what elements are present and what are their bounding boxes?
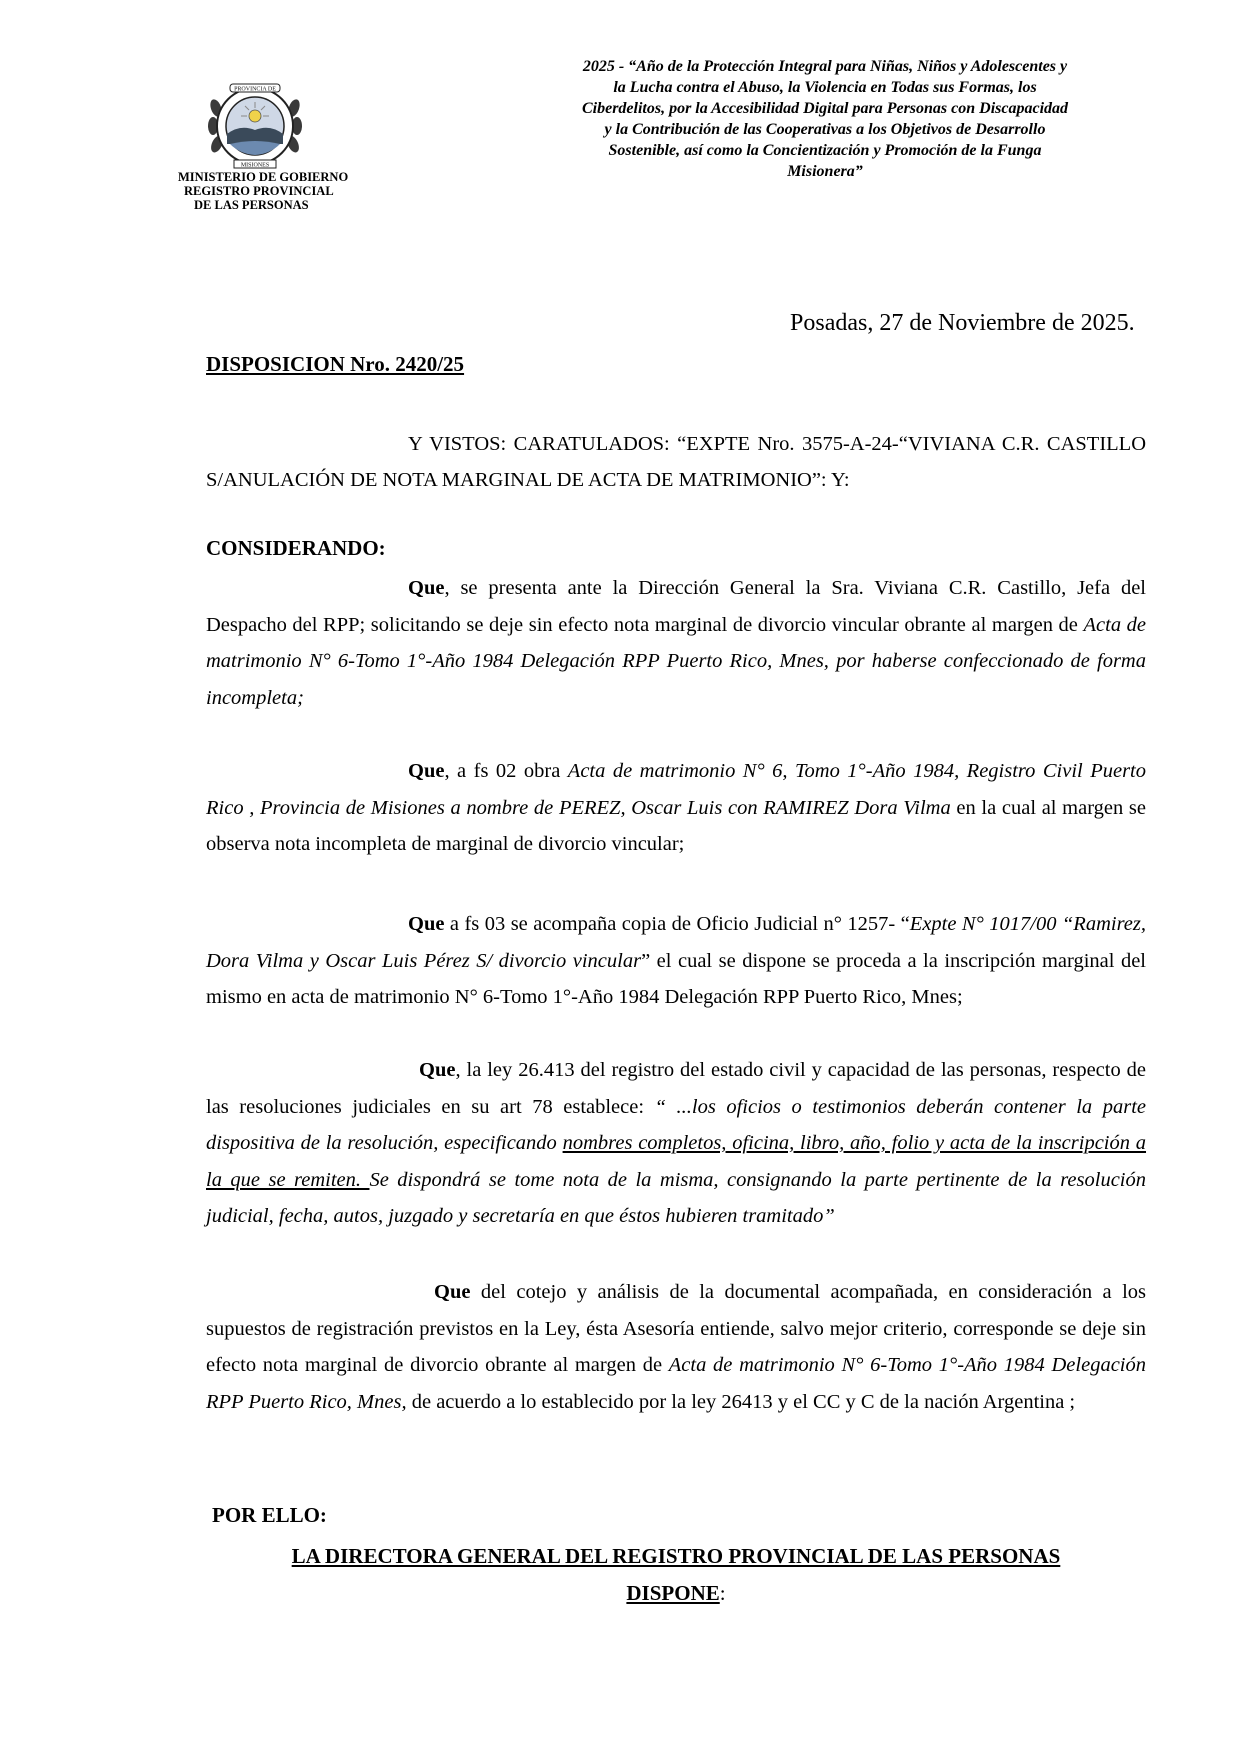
considerando-paragraph-1: [206, 570, 1146, 716]
considerando-paragraph-5: [206, 1274, 1146, 1420]
paragraph-lead: Que: [419, 1059, 456, 1081]
paragraph-italic: Acta de matrimonio N° 6, Tomo 1°-Año 1984, Registro Civil Puerto Rico , Provincia de Misiones a nombre de PEREZ, Oscar Luis con RAMIREZ Dora Vilma: [206, 760, 1146, 819]
directora-title: LA DIRECTORA GENERAL DEL REGISTRO PROVINCIAL DE LAS PERSONAS: [291, 1544, 1061, 1568]
paragraph-text-end: ” el cual se dispone se proceda a la inscripción marginal del mismo en acta de matrimonio N° 6-Tomo 1°-Año 1984 Delegación RPP Puerto Rico, Mnes;: [206, 949, 1146, 1008]
org-line: DE LAS PERSONAS: [194, 198, 309, 212]
document-date: Posadas, 27 de Noviembre de 2025.: [790, 310, 1135, 336]
paragraph-text-end: en la cual al margen se observa nota incompleta de marginal de divorcio vincular;: [206, 796, 1146, 855]
vistos-paragraph: Y VISTOS: CARATULADOS: “EXPTE Nro. 3575-A-24-“VIVIANA C.R. CASTILLO S/ANULACIÓN DE NOTA MARGINAL DE ACTA DE MATRIMONIO”: Y:: [206, 433, 1146, 491]
paragraph-lead: Que: [408, 577, 445, 599]
motto-line: y la Contribución de las Cooperativas a los Objetivos de Desarrollo: [604, 121, 1046, 138]
paragraph-italic: Expte N° 1017/00 “Ramirez, Dora Vilma y Oscar Luis Pérez S/ divorcio vincular: [206, 913, 1146, 972]
considerando-heading: CONSIDERANDO:: [206, 536, 386, 560]
paragraph-italic: Acta de matrimonio N° 6-Tomo 1°-Año 1984 Delegación RPP Puerto Rico, Mnes,: [206, 1354, 1146, 1413]
provincial-seal-icon: [208, 78, 302, 176]
law-quote-continued: Se dispondrá se tome nota de la misma, consignando la parte pertinente de la resolución judicial, fecha, autos, juzgado y secretaría en que éstos hubieren tramitado”: [206, 1168, 1146, 1227]
seal-text-bottom: MISIONES: [240, 162, 270, 169]
motto-line: Ciberdelitos, por la Accesibilidad Digital para Personas con Discapacidad: [581, 100, 1069, 117]
org-line: REGISTRO PROVINCIAL: [184, 184, 334, 198]
org-line: MINISTERIO DE GOBIERNO: [178, 170, 349, 184]
seal-text-top: PROVINCIA DE: [234, 86, 276, 93]
paragraph-lead: Que: [408, 913, 445, 935]
paragraph-lead: Que: [408, 760, 445, 782]
paragraph-text: del cotejo y análisis de la documental acompañada, en consideración a los supuestos de registración previstos en la Ley, ésta Asesoría entiende, salvo mejor criterio, corresponde se deje sin efecto nota marginal de divorcio obrante al margen de: [206, 1281, 1146, 1376]
dispone-line: [206, 1575, 1146, 1612]
law-quote-underlined: nombres completos, oficina, libro, año, folio y acta de la inscripción a la que se remiten.: [206, 1132, 1147, 1191]
paragraph-text: , la ley 26.413 del registro del estado civil y capacidad de las personas, respecto de las resoluciones judiciales en su art 78 establece:: [206, 1059, 1146, 1118]
disposition-title: DISPOSICION Nro. 2420/25: [206, 352, 465, 376]
paragraph-text: , se presenta ante la Dirección General la Sra. Viviana C.R. Castillo, Jefa del Despacho del RPP; solicitando se deje sin efecto nota marginal de divorcio vincular obrante al margen de: [206, 577, 1146, 636]
considerando-paragraph-4: [206, 1052, 1146, 1235]
year-motto: [530, 56, 1120, 182]
motto-line: 2025 - “Año de la Protección Integral para Niñas, Niños y Adolescentes y: [582, 58, 1068, 75]
paragraph-italic: Acta de matrimonio N° 6-Tomo 1°-Año 1984 Delegación RPP Puerto Rico, Mnes, por haberse confeccionado de forma incompleta;: [206, 613, 1147, 709]
directora-heading: [206, 1538, 1146, 1612]
considerando-paragraph-2: [206, 753, 1146, 863]
motto-line: Misionera”: [787, 163, 863, 180]
law-quote: “ ...los oficios o testimonios deberán contener la parte dispositiva de la resolución, especificando: [206, 1095, 1146, 1154]
por-ello-heading: POR ELLO:: [212, 1503, 327, 1527]
issuing-organization: [178, 170, 348, 212]
dispone-suffix: :: [719, 1581, 726, 1605]
paragraph-text: , a fs 02 obra: [444, 760, 568, 782]
paragraph-text-end: de acuerdo a lo establecido por la ley 26413 y el CC y C de la nación Argentina ;: [406, 1390, 1076, 1413]
paragraph-lead: Que: [434, 1281, 471, 1303]
dispone-label: DISPONE: [626, 1581, 720, 1605]
motto-line: Sostenible, así como la Concientización y Promoción de la Funga: [608, 142, 1042, 159]
paragraph-text: a fs 03 se acompaña copia de Oficio Judicial n° 1257- “: [444, 913, 910, 935]
considerando-paragraph-3: [206, 906, 1146, 1016]
motto-line: la Lucha contra el Abuso, la Violencia en Todas sus Formas, los: [613, 79, 1037, 96]
